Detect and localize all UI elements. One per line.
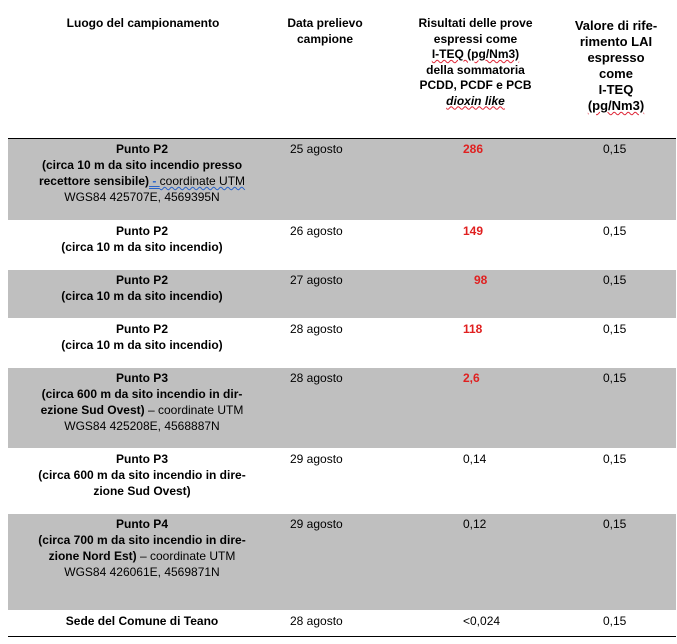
location-title: Punto P2 — [115, 273, 168, 287]
location-cell — [8, 141, 276, 205]
header-results-line: della sommatoria — [426, 62, 525, 77]
header-results-line: espressi come — [433, 31, 518, 46]
table-row — [8, 611, 676, 637]
sampling-results-table — [8, 8, 676, 637]
date-cell: 29 agosto — [290, 517, 343, 531]
reference-cell: 0,15 — [603, 614, 627, 628]
header-ref-line: I-TEQ — [598, 82, 634, 97]
header-location — [28, 16, 258, 32]
location-title: Punto P3 — [115, 371, 168, 385]
reference-cell: 0,15 — [603, 371, 627, 385]
location-cell — [8, 321, 276, 353]
location-line: ezione Sud Ovest) — [40, 403, 145, 417]
reference-cell: 0,15 — [603, 322, 627, 336]
result-cell: 149 — [463, 224, 484, 238]
header-date — [270, 16, 380, 47]
table-row — [8, 514, 676, 611]
table-row — [8, 319, 676, 368]
result-cell: 2,6 — [463, 371, 480, 385]
location-line: (circa 600 m da sito incendio in dir- — [41, 387, 243, 401]
date-cell: 25 agosto — [290, 142, 343, 156]
date-cell: 26 agosto — [290, 224, 343, 238]
header-date-line: campione — [296, 31, 353, 46]
date-cell: 27 agosto — [290, 273, 343, 287]
date-cell: 29 agosto — [290, 452, 343, 466]
location-cell — [8, 613, 276, 629]
table-row — [8, 221, 676, 270]
header-date-line: Data prelievo — [287, 16, 363, 30]
header-results-line: PCDD, PCDF e PCB — [419, 78, 532, 92]
date-cell: 28 agosto — [290, 322, 343, 336]
table-row — [8, 139, 676, 221]
header-ref-line: (pg/Nm3) — [587, 98, 645, 113]
location-title: Punto P2 — [115, 224, 168, 238]
reference-cell: 0,15 — [603, 273, 627, 287]
location-line: (circa 10 m da sito incendio presso — [41, 158, 243, 172]
location-line: (circa 10 m da sito incendio) — [61, 338, 223, 352]
reference-cell: 0,15 — [603, 142, 627, 156]
location-title: Punto P3 — [115, 452, 168, 466]
header-results-italic: dioxin like — [446, 93, 505, 108]
result-cell: 98 — [474, 273, 488, 287]
reference-cell: 0,15 — [603, 452, 627, 466]
reference-cell: 0,15 — [603, 224, 627, 238]
date-cell: 28 agosto — [290, 614, 343, 628]
result-cell: 286 — [463, 142, 484, 156]
result-cell: 118 — [463, 322, 483, 336]
result-cell: <0,024 — [463, 614, 501, 628]
location-cell — [8, 223, 276, 255]
table-row — [8, 270, 676, 319]
reference-cell: 0,15 — [603, 517, 627, 531]
table-header — [8, 8, 676, 139]
location-cell — [8, 272, 276, 304]
location-line: (circa 600 m da sito incendio in dire- — [38, 468, 246, 482]
header-location-label: Luogo del campionamento — [66, 16, 220, 30]
location-line: (circa 10 m da sito incendio) — [61, 289, 223, 303]
header-ref-line: come — [599, 66, 633, 81]
location-line: recettore sensibile) — [38, 174, 149, 188]
result-cell: 0,12 — [463, 517, 487, 531]
date-cell: 28 agosto — [290, 371, 343, 385]
result-cell: 0,14 — [463, 452, 487, 466]
location-coordinates: WGS84 426061E, 4569871N — [64, 565, 220, 579]
location-title: Punto P2 — [115, 322, 168, 336]
table-row — [8, 368, 676, 449]
location-cell — [8, 370, 276, 434]
location-coordinates: WGS84 425707E, 4569395N — [64, 190, 220, 204]
location-line: zione Sud Ovest) — [93, 484, 191, 498]
location-coord-label: – coordinate UTM — [144, 403, 244, 417]
header-ref-line: rimento LAI — [579, 34, 653, 49]
header-ref-line: Valore di rife- — [574, 18, 658, 33]
header-ref-line: espresso — [587, 50, 645, 65]
location-title: Punto P4 — [115, 517, 168, 531]
location-cell — [8, 451, 276, 499]
location-title: Punto P2 — [115, 142, 168, 156]
location-coord-label: – coordinate UTM — [136, 549, 236, 563]
location-title: Sede del Comune di Teano — [65, 614, 219, 628]
location-cell — [8, 516, 276, 580]
location-coordinates: WGS84 425208E, 4568887N — [64, 419, 220, 433]
table-row — [8, 449, 676, 514]
location-dash: - — [149, 174, 160, 188]
header-results — [403, 16, 548, 109]
header-results-line: I-TEQ (pg/Nm3) — [431, 47, 520, 61]
location-line: zione Nord Est) — [48, 549, 137, 563]
header-reference — [556, 18, 676, 114]
header-results-line: Risultati delle prove — [418, 16, 533, 30]
location-coord-label: coordinate UTM — [159, 174, 246, 188]
location-line: (circa 700 m da sito incendio in dire- — [38, 533, 246, 547]
location-line: (circa 10 m da sito incendio) — [61, 240, 223, 254]
